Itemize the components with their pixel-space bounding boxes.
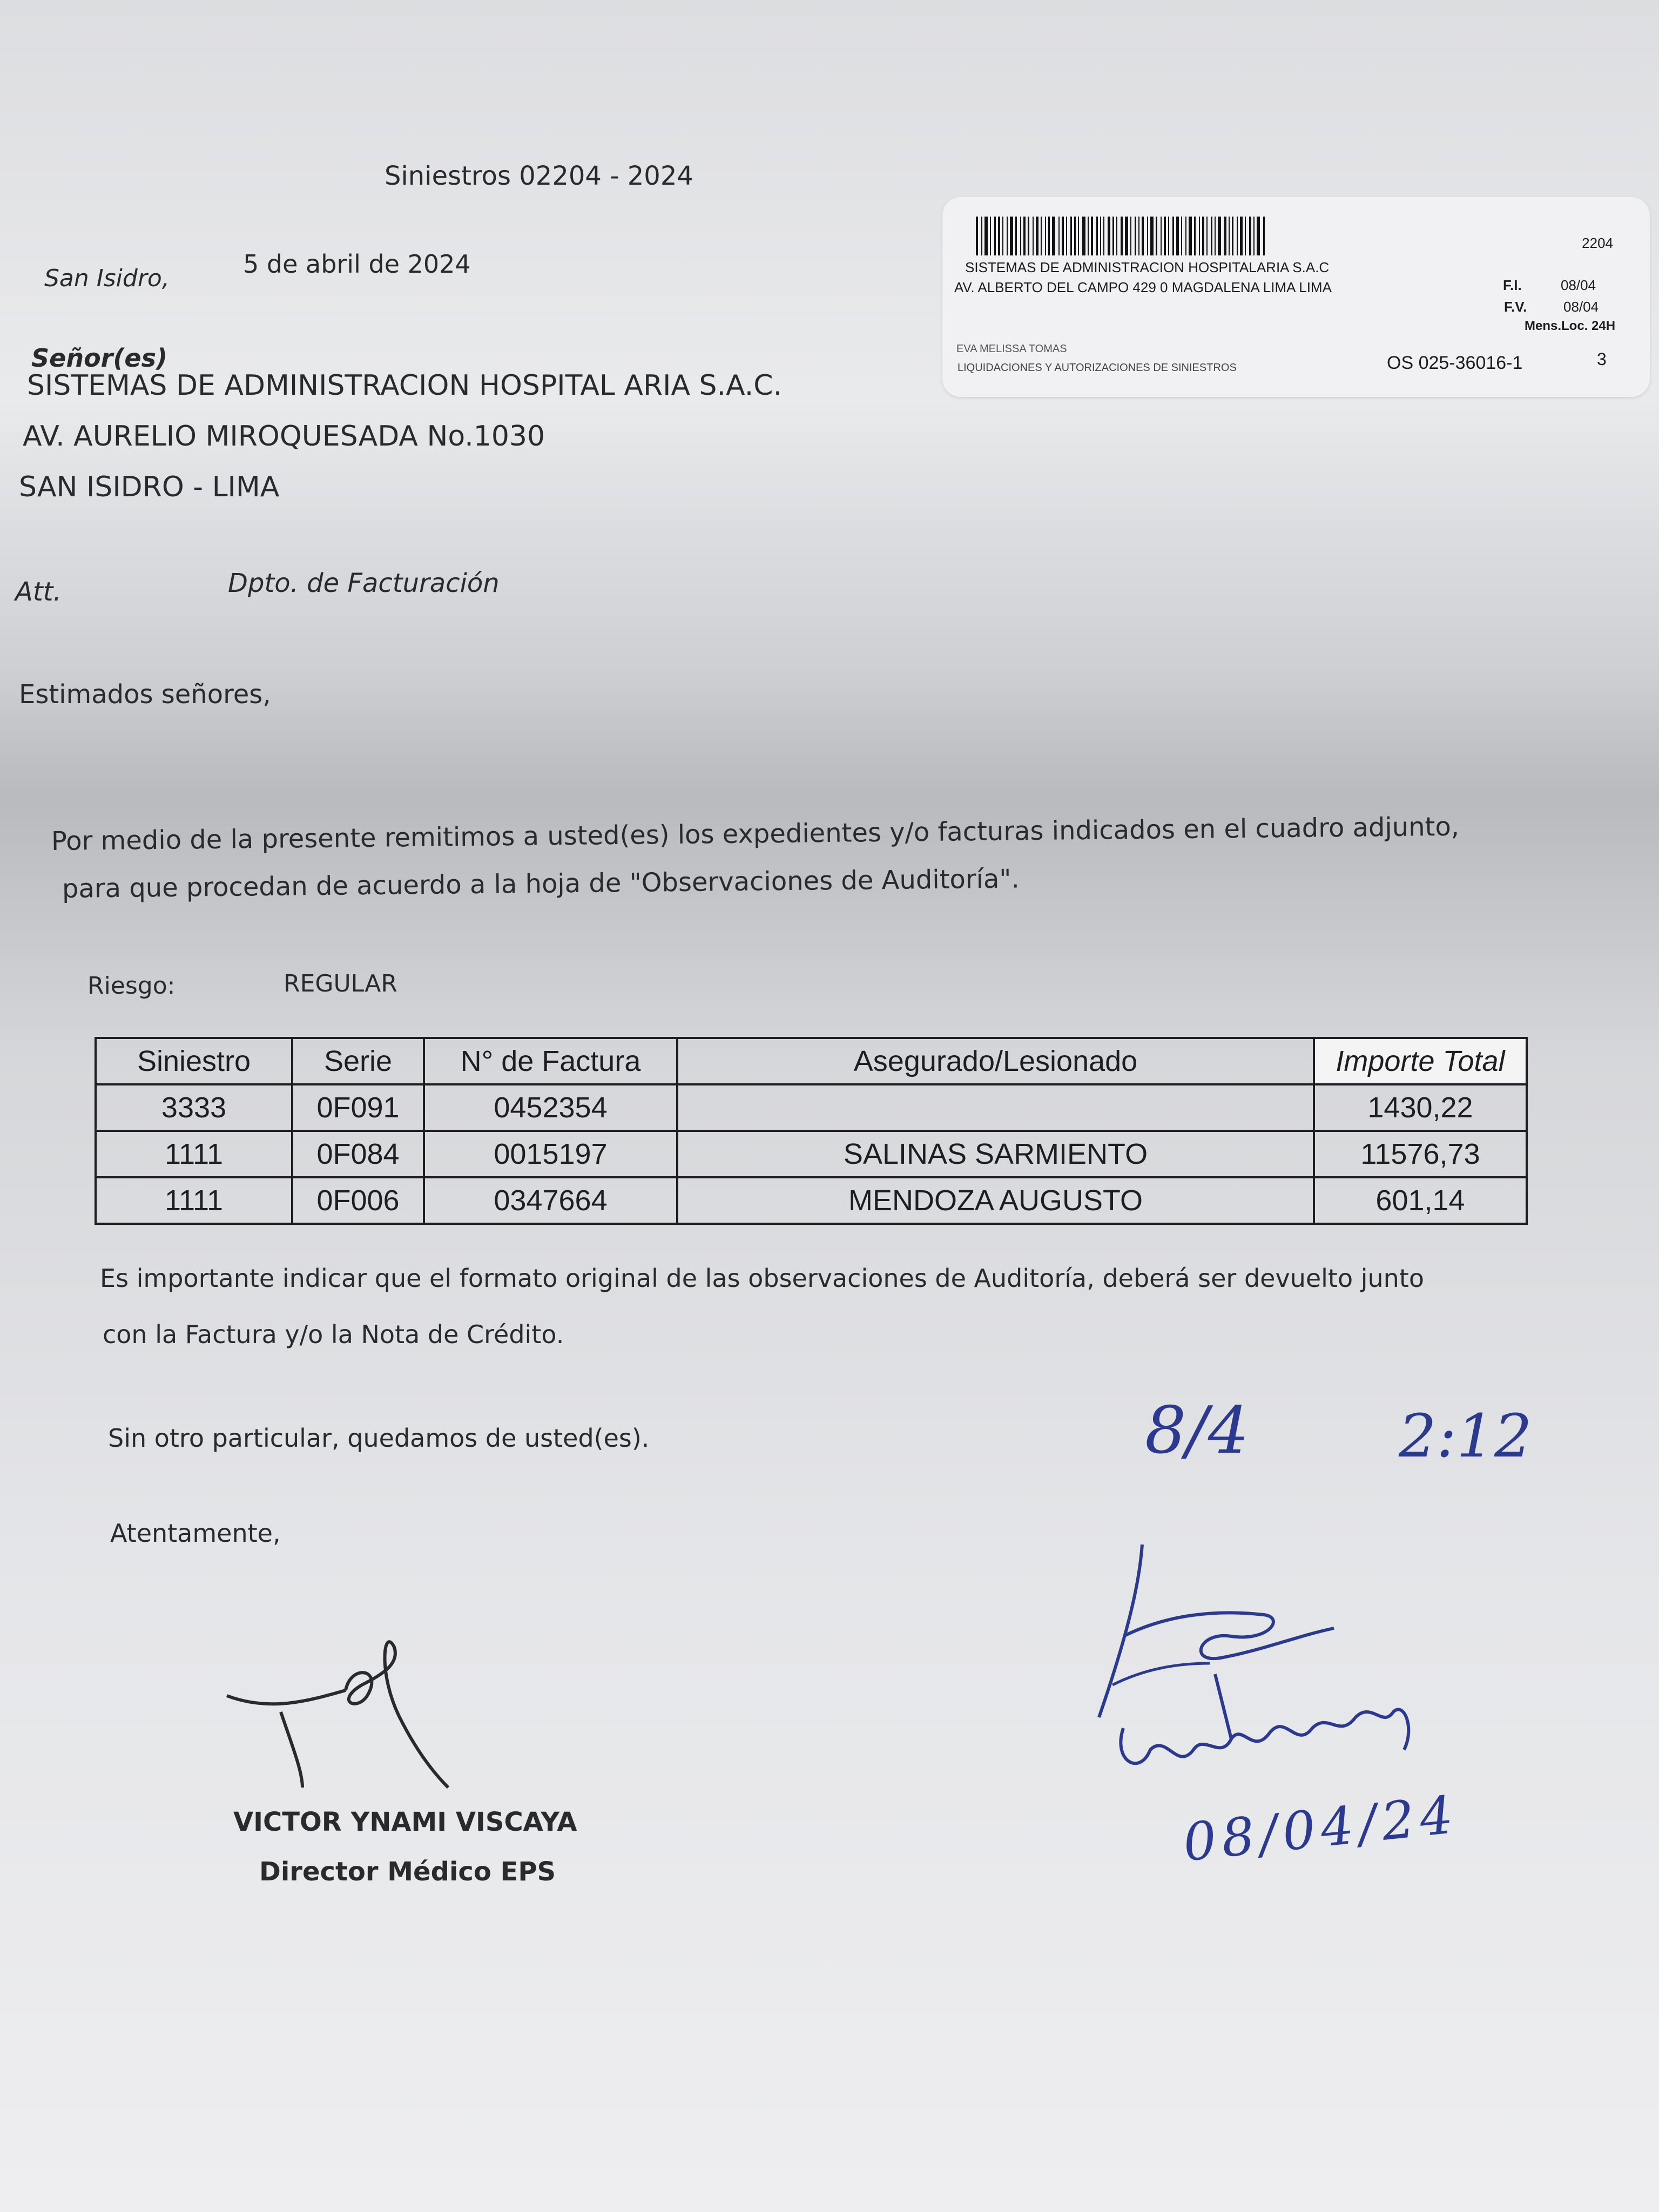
reference-number: Siniestros 02204 - 2024 [385,161,693,191]
stamp-dept: LIQUIDACIONES Y AUTORIZACIONES DE SINIESTROS [957,362,1237,374]
recipient-address: AV. AURELIO MIROQUESADA No.1030 [23,420,545,453]
cell-asegurado: MENDOZA AUGUSTO [677,1177,1314,1224]
barcode-bar [1218,217,1221,255]
barcode-bar [984,217,988,255]
table-header-row [96,1038,1527,1084]
barcode-bar [1033,217,1034,255]
barcode-bar [1164,217,1166,255]
header-serie: Serie [292,1038,424,1084]
reception-stamp [942,197,1650,397]
header-asegurado: Asegurado/Lesionado [677,1038,1314,1084]
note-line-1: Es importante indicar que el formato original de las observaciones de Auditoría, deberá ser devuelto junto [100,1264,1424,1293]
cell-asegurado: SALINAS SARMIENTO [677,1131,1314,1177]
cell-siniestro: 1111 [96,1131,292,1177]
barcode-bar [1224,217,1226,255]
barcode-bar [1185,217,1186,255]
barcode-bar [990,217,991,255]
barcode-bar [1108,217,1110,255]
stamp-os: OS 025-36016-1 [1387,353,1523,373]
stamp-fi-label: F.I. [1503,277,1522,293]
note-line-2: con la Factura y/o la Nota de Crédito. [103,1320,564,1349]
sign-off: Atentamente, [110,1519,281,1548]
barcode-bar [1211,217,1212,255]
cell-asegurado [677,1084,1314,1131]
barcode-bar [1028,217,1029,255]
barcode-bar [1096,217,1098,255]
body-line-2: para que procedan de acuerdo a la hoja de "Observaciones de Auditoría". [62,864,1020,904]
barcode-bar [1229,217,1230,255]
header-siniestro: Siniestro [96,1038,292,1084]
barcode-bar [1045,217,1046,255]
handwritten-date-short: 8/4 [1145,1393,1250,1468]
barcode-bar [1020,217,1021,255]
stamp-count: 3 [1597,349,1607,369]
signer-title: Director Médico EPS [259,1857,556,1887]
table-row [96,1177,1527,1224]
place: San Isidro, [44,265,170,292]
risk-label: Riesgo: [87,972,176,1000]
barcode-bar [981,217,982,255]
barcode-bar [1088,217,1089,255]
barcode-bar [1048,217,1050,255]
barcode-bar [1103,217,1104,255]
barcode-bar [1074,217,1076,255]
barcode-bar [1232,217,1233,255]
stamp-fv-value: 08/04 [1563,299,1599,315]
stamp-fv-label: F.V. [1504,299,1527,315]
barcode-bar [1189,217,1192,255]
barcode-bar [1121,217,1123,255]
body-line-1: Por medio de la presente remitimos a usted(es) los expedientes y/o facturas indicados en el cuadro adjunto, [51,811,1460,857]
barcode-bar [1147,217,1148,255]
barcode-bar [1263,217,1265,255]
barcode [976,217,1343,255]
barcode-bar [1052,217,1055,255]
barcode-bar [1015,217,1017,255]
header-factura: N° de Factura [424,1038,677,1084]
barcode-bar [1156,217,1157,255]
cell-factura: 0452354 [424,1084,677,1131]
barcode-bar [1176,217,1179,255]
table-row [96,1084,1527,1131]
barcode-bar [1010,217,1013,255]
recipient-company: SISTEMAS DE ADMINISTRACION HOSPITAL ARIA S.A.C. [27,369,783,402]
letter-date: 5 de abril de 2024 [243,249,471,279]
handwritten-date-full: 08/04/24 [1180,1784,1461,1873]
header-importe: Importe Total [1314,1038,1527,1084]
recipient-city: SAN ISIDRO - LIMA [19,471,280,503]
cell-serie: 0F006 [292,1177,424,1224]
stamp-code: 2204 [1582,235,1613,251]
cell-siniestro: 1111 [96,1177,292,1224]
barcode-bar [1138,217,1139,255]
barcode-bar [1058,217,1060,255]
barcode-bar [1112,217,1114,255]
barcode-bar [998,217,1000,255]
cell-importe: 601,14 [1314,1177,1527,1224]
signer-name: VICTOR YNAMI VISCAYA [233,1807,577,1837]
barcode-bar [1142,217,1144,255]
barcode-bar [1135,217,1136,255]
barcode-bar [1007,217,1008,255]
risk-value: REGULAR [284,970,397,997]
barcode-bar [1249,217,1251,255]
cell-siniestro: 3333 [96,1084,292,1131]
barcode-bar [1181,217,1182,255]
cell-serie: 0F091 [292,1084,424,1131]
barcode-bar [1116,217,1117,255]
barcode-bar [1130,217,1131,255]
barcode-bar [1023,217,1026,255]
barcode-bar [1240,217,1243,255]
barcode-bar [1168,217,1169,255]
attention-label: Att. [15,577,62,607]
barcode-bar [1041,217,1042,255]
barcode-bar [1002,217,1003,255]
receiver-signature [1091,1534,1437,1815]
barcode-bar [1206,217,1208,255]
barcode-bar [1036,217,1038,255]
stamp-fi-value: 08/04 [1561,277,1596,293]
barcode-bar [1245,217,1246,255]
cell-factura: 0015197 [424,1131,677,1177]
attention-department: Dpto. de Facturación [228,568,500,598]
barcode-bar [1150,217,1154,255]
closing: Sin otro particular, quedamos de usted(es). [108,1424,650,1453]
barcode-bar [1237,217,1238,255]
barcode-bar [1091,217,1093,255]
barcode-bar [1194,217,1196,255]
barcode-bar [1125,217,1128,255]
stamp-mens: Mens.Loc. 24H [1525,319,1616,333]
cell-serie: 0F084 [292,1131,424,1177]
barcode-bar [1082,217,1085,255]
stamp-address: AV. ALBERTO DEL CAMPO 429 0 MAGDALENA LIMA LIMA [954,279,1332,295]
barcode-bar [1078,217,1079,255]
cell-importe: 11576,73 [1314,1131,1527,1177]
barcode-bar [976,217,978,255]
barcode-bar [1172,217,1174,255]
barcode-bar [1062,217,1064,255]
barcode-bar [1100,217,1101,255]
stamp-person: EVA MELISSA TOMAS [956,343,1067,355]
stamp-company: SISTEMAS DE ADMINISTRACION HOSPITALARIA S.A.C [965,259,1330,275]
barcode-bar [1215,217,1216,255]
cell-factura: 0347664 [424,1177,677,1224]
table-row [96,1131,1527,1177]
barcode-bar [1070,217,1072,255]
barcode-bar [1202,217,1204,255]
cell-importe: 1430,22 [1314,1084,1527,1131]
greeting: Estimados señores, [19,679,271,710]
salutation-label: Señor(es) [31,343,167,373]
barcode-bar [1253,217,1255,255]
barcode-bar [1066,217,1067,255]
barcode-bar [1199,217,1200,255]
barcode-bar [1257,217,1260,255]
barcode-bar [994,217,996,255]
handwritten-time: 2:12 [1399,1401,1533,1471]
barcode-bar [1161,217,1162,255]
invoices-table [95,1037,1528,1225]
signer-signature [221,1631,502,1798]
